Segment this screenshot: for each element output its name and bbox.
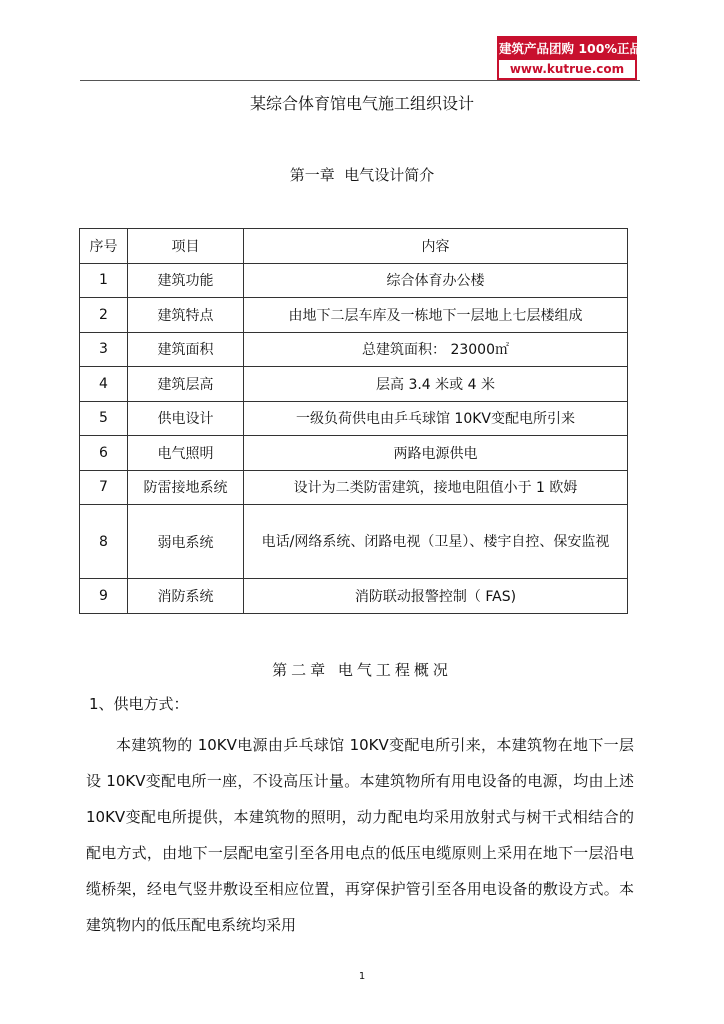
header-divider — [80, 80, 640, 81]
cell-content: 消防联动报警控制（ FAS) — [244, 579, 628, 614]
cell-no: 6 — [80, 436, 128, 471]
cell-content: 一级负荷供电由乒乓球馆 10KV变配电所引来 — [244, 401, 628, 436]
cell-no: 3 — [80, 332, 128, 367]
watermark-logo — [497, 36, 642, 80]
table-row — [80, 263, 628, 298]
cell-content: 总建筑面积： 23000㎡ — [244, 332, 628, 367]
table-row — [80, 332, 628, 367]
cell-item: 建筑层高 — [128, 367, 244, 402]
table-row — [80, 298, 628, 333]
chapter1-heading: 第一章 电气设计简介 — [289, 166, 435, 184]
body-paragraph: 本建筑物的 10KV电源由乒乓球馆 10KV变配电所引来，本建筑物在地下一层设 10KV变配电所一座，不设高压计量。本建筑物所有用电设备的电源，均由上述 10KV变配电所提供，本建筑物的照明，动力配电均采用放射式与树干式相结合的配电方式，由地下一层配电室引至各用电点的低压电缆原则上采用在地下一层沿电缆桥架，经电气竖井敷设至相应位置，再穿保护管引至各用电设备的敷设方式。本建筑物内的低压配电系统均采用 — [86, 736, 634, 934]
cell-item: 防雷接地系统 — [128, 470, 244, 505]
cell-no: 9 — [80, 579, 128, 614]
watermark-line1: 建筑产品团购 100%正品 — [499, 38, 635, 60]
document-title: 某综合体育馆电气施工组织设计 — [249, 94, 474, 113]
table-row — [80, 401, 628, 436]
cell-no: 1 — [80, 263, 128, 298]
table-header-row — [80, 229, 628, 264]
page-number: 1 — [358, 971, 366, 982]
table-row — [80, 579, 628, 614]
cell-content: 综合体育办公楼 — [244, 263, 628, 298]
watermark-line2: www.kutrue.com — [509, 62, 625, 76]
header-content: 内容 — [244, 229, 628, 264]
section-heading: 1、供电方式： — [89, 695, 189, 713]
cell-content: 由地下二层车库及一栋地下一层地上七层楼组成 — [244, 298, 628, 333]
cell-no: 8 — [80, 505, 128, 579]
cell-content: 设计为二类防雷建筑，接地电阻值小于 1 欧姆 — [244, 470, 628, 505]
cell-no: 5 — [80, 401, 128, 436]
cell-item: 建筑特点 — [128, 298, 244, 333]
table-row — [80, 505, 628, 579]
cell-no: 7 — [80, 470, 128, 505]
cell-no: 4 — [80, 367, 128, 402]
cell-item: 弱电系统 — [128, 505, 244, 579]
cell-item: 消防系统 — [128, 579, 244, 614]
chapter2-heading: 第二章 电气工程概况 — [272, 661, 452, 679]
cell-item: 建筑功能 — [128, 263, 244, 298]
table-row — [80, 470, 628, 505]
cell-item: 供电设计 — [128, 401, 244, 436]
table-row — [80, 436, 628, 471]
cell-content: 两路电源供电 — [244, 436, 628, 471]
header-no: 序号 — [80, 229, 128, 264]
cell-content: 电话/网络系统、闭路电视（卫星）、楼宇自控、保安监视 — [244, 505, 628, 579]
design-summary-table — [79, 228, 628, 614]
cell-item: 电气照明 — [128, 436, 244, 471]
cell-item: 建筑面积 — [128, 332, 244, 367]
cell-content: 层高 3.4 米或 4 米 — [244, 367, 628, 402]
table-row — [80, 367, 628, 402]
cell-no: 2 — [80, 298, 128, 333]
header-item: 项目 — [128, 229, 244, 264]
